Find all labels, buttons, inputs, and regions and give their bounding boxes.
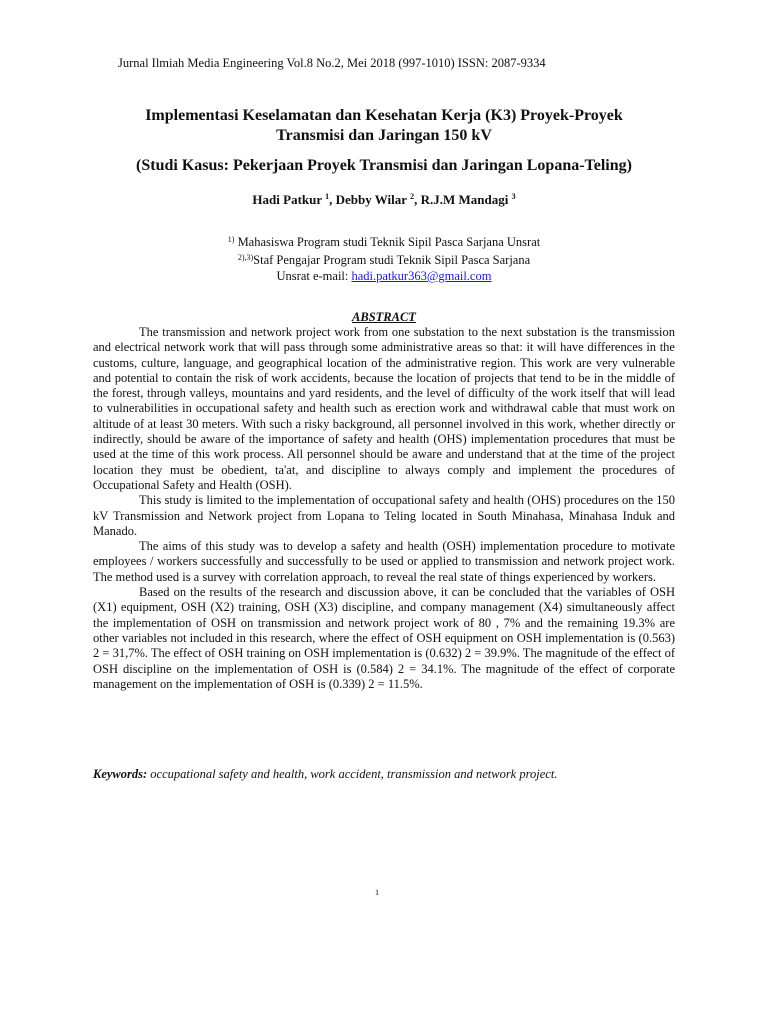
paper-title-line-2: Transmisi dan Jaringan 150 kV: [276, 127, 492, 144]
author-name: Debby Wilar: [335, 192, 407, 207]
affiliation-2: [80, 250, 688, 268]
affiliation-1-text: Mahasiswa Program studi Teknik Sipil Pasca Sarjana Unsrat: [234, 235, 541, 249]
paper-subtitle: (Studi Kasus: Pekerjaan Proyek Transmisi dan Jaringan Lopana-Teling): [136, 157, 632, 174]
email-label: Unsrat e-mail:: [276, 269, 352, 283]
journal-running-head: Jurnal Ilmiah Media Engineering Vol.8 No.2, Mei 2018 (997-1010) ISSN: 2087-9334: [118, 56, 546, 70]
affiliations: [80, 232, 688, 284]
abstract-paragraph: The transmission and network project work from one substation to the next substation is the transmission and electrical network work that will pass through some administrative areas so that: it will have differences in the customs, culture, language, and geographical location of the administrative region. This work are very vulnerable and potential to contain the risk of work accidents, because the location of projects that tend to be in the middle of the forest, through valleys, mountains and yard residents, and the level of difficulty of the work itself that will lead to vulnerabilities in occupational safety and health such as erection work and withdrawal cable that must work on altitude of at least 30 meters. With such a risky background, all personnel involved in this work, whether directly or indirectly, should be aware of the importance of safety and health (OHS) implementation procedures that must be used at the time of this work process. All personnel should be aware and understand that at the time of the project location they must be obedient, ta'at, and discipline to always comply and implement the procedures of Occupational Safety and Health (OSH).: [93, 325, 675, 492]
abstract-paragraph: Based on the results of the research and discussion above, it can be concluded that the variables of OSH (X1) equipment, OSH (X2) training, OSH (X3) discipline, and company management (X4) simultaneously affect the implementation of OSH on transmission and network project work of 80 , 7% and the remaining 19.3% are other variables not included in this research, where the effect of OSH equipment on OSH implementation is (0.563) 2 = 31,7%. The effect of OSH training on OSH implementation is (0.632) 2 = 39.9%. The magnitude of the effect of OSH discipline on the implementation of OSH is (0.584) 2 = 34.1%. The magnitude of the effect of corporate management on the implementation of OSH is (0.339) 2 = 11.5%.: [93, 585, 675, 691]
paper-title: [80, 106, 688, 146]
abstract-heading: ABSTRACT: [352, 310, 416, 324]
author-list: [80, 188, 688, 209]
affiliation-2-text: Staf Pengajar Program studi Teknik Sipil Pasca Sarjana: [253, 253, 531, 267]
keywords-label: Keywords:: [93, 767, 148, 781]
author-affiliation-mark: 1: [325, 192, 330, 201]
page-number: 1: [375, 888, 379, 897]
affiliation-2-mark: 2),3): [237, 253, 254, 262]
email-link[interactable]: hadi.patkur363@gmail.com: [351, 269, 492, 283]
author-name: Hadi Patkur: [252, 192, 322, 207]
affiliation-1-mark: 1): [227, 235, 235, 244]
affiliation-1: [80, 232, 688, 250]
abstract-paragraph: This study is limited to the implementation of occupational safety and health (OHS) procedures on the 150 kV Transmission and Network project from Lopana to Teling located in South Minahasa, Minahasa Induk and Manado.: [93, 493, 675, 538]
author-name: R.J.M Mandagi: [420, 192, 509, 207]
author-separator: ,: [329, 192, 336, 207]
keywords-line: [93, 767, 675, 782]
abstract-body: [93, 325, 675, 692]
author-affiliation-mark: 3: [511, 192, 516, 201]
author-separator: ,: [414, 192, 421, 207]
email-line: [80, 268, 688, 284]
abstract-paragraph: The aims of this study was to develop a safety and health (OSH) implementation procedure to motivate employees / workers successfully and successfully to be used or applied to transmission and network project work. The method used is a survey with correlation approach, to reveal the real state of things experienced by workers.: [93, 539, 675, 584]
paper-title-line-1: Implementasi Keselamatan dan Kesehatan Kerja (K3) Proyek-Proyek: [145, 107, 623, 124]
author-affiliation-mark: 2: [410, 192, 415, 201]
keywords-text: occupational safety and health, work accident, transmission and network project.: [147, 767, 558, 781]
